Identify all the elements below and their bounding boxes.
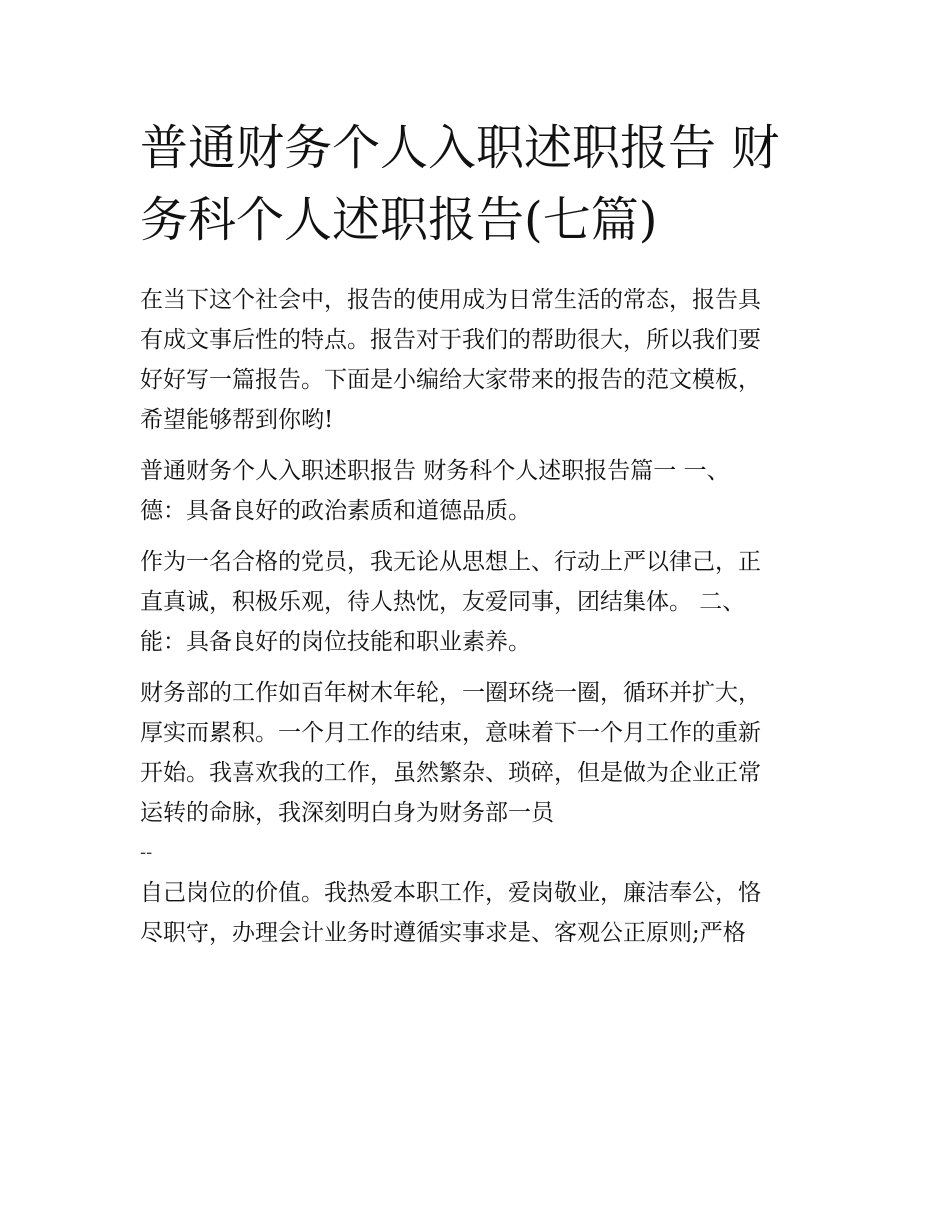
text-line: 尽职守，办理会计业务时遵循实事求是、客观公正原则;严格 (140, 920, 746, 946)
text-line: 能：具备良好的岗位技能和职业素养。 (140, 629, 531, 655)
text-line: 有成文事后性的特点。报告对于我们的帮助很大，所以我们要 (140, 327, 761, 353)
body-paragraph (140, 542, 820, 662)
text-line: 作为一名合格的党员，我无论从思想上、行动上严以律己，正 (140, 549, 761, 575)
text-line: 自己岗位的价值。我热爱本职工作，爱岗敬业，廉洁奉公，恪 (140, 880, 761, 906)
text-line: 德：具备良好的政治素质和道德品质。 (140, 498, 531, 524)
intro-paragraph (140, 280, 820, 440)
section-heading-paragraph (140, 451, 820, 531)
text-line: 财务部的工作如百年树木年轮，一圈环绕一圈，循环并扩大， (140, 680, 761, 706)
text-line: 直真诚，积极乐观，待人热忱，友爱同事，团结集体。 二、 (140, 589, 746, 615)
text-line: 希望能够帮到你哟! (140, 407, 334, 433)
document-body (140, 280, 820, 953)
text-line: 运转的命脉，我深刻明白身为财务部一员 (140, 800, 554, 826)
page-separator: -- (140, 842, 153, 863)
document-title (140, 112, 820, 256)
title-line: 普通财务个人入职述职报告 财 (140, 120, 780, 176)
text-line: 开始。我喜欢我的工作，虽然繁杂、琐碎，但是做为企业正常 (140, 760, 761, 786)
text-line: 在当下这个社会中，报告的使用成为日常生活的常态，报告具 (140, 287, 761, 313)
text-line: 普通财务个人入职述职报告 财务科个人述职报告篇一 一、 (140, 458, 730, 484)
body-paragraph (140, 873, 820, 953)
text-line: 厚实而累积。一个月工作的结束，意味着下一个月工作的重新 (140, 720, 761, 746)
title-line: 务科个人述职报告(七篇) (140, 192, 658, 248)
body-paragraph (140, 673, 820, 833)
text-line: 好好写一篇报告。下面是小编给大家带来的报告的范文模板， (140, 367, 761, 393)
